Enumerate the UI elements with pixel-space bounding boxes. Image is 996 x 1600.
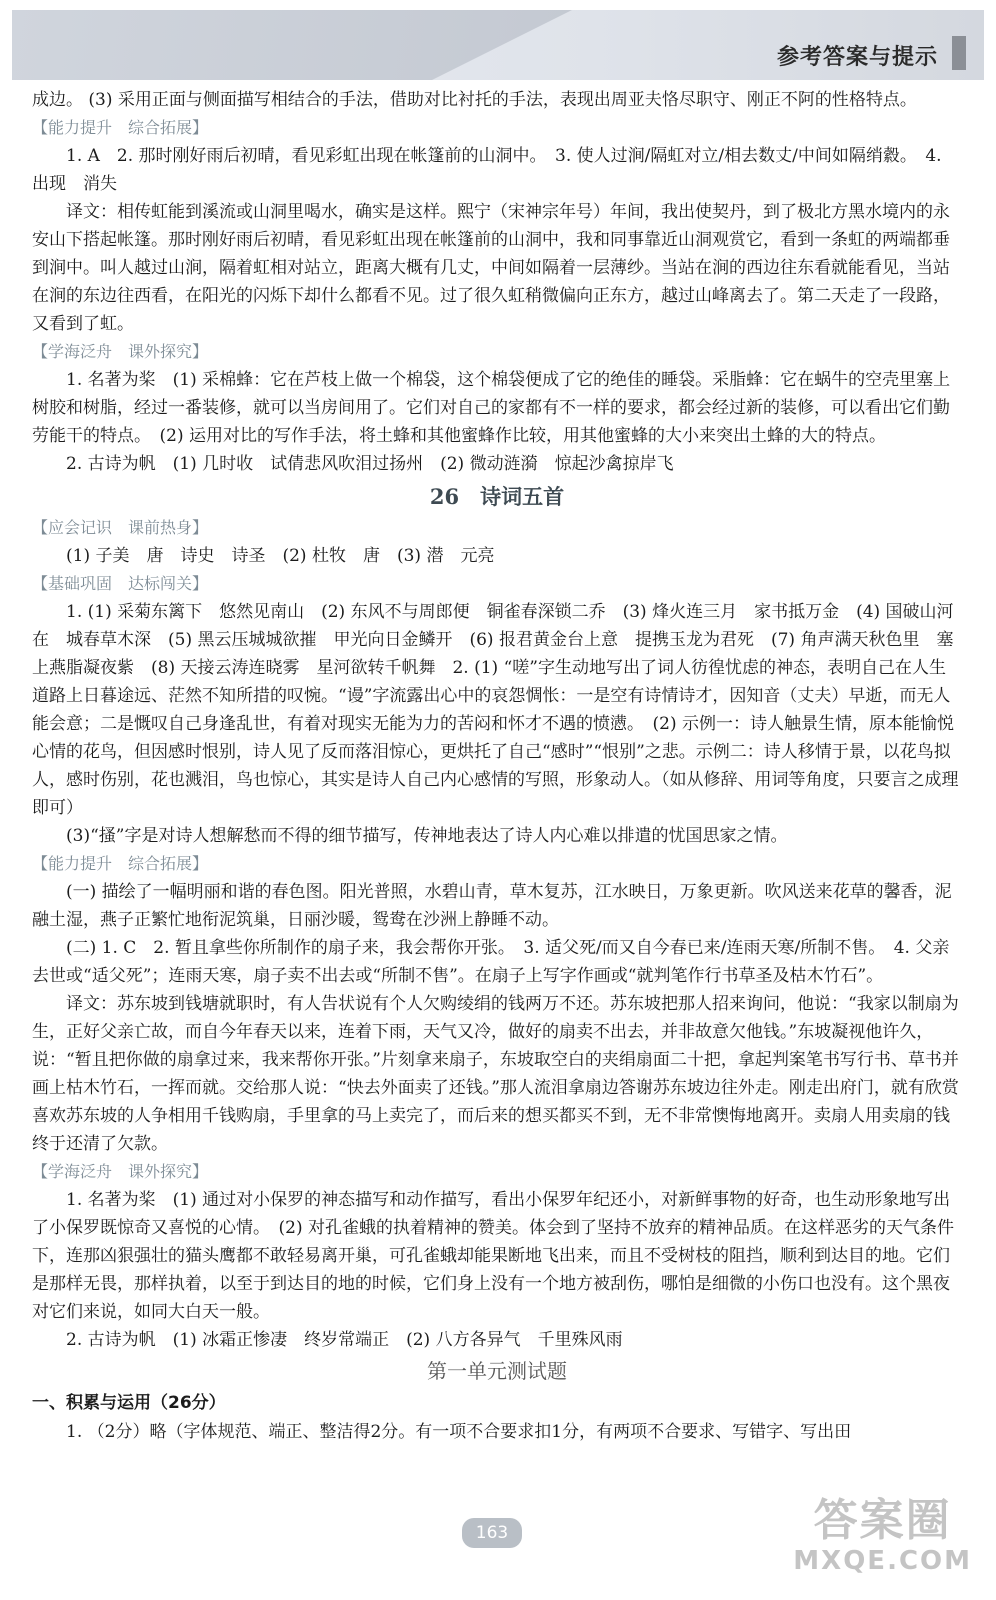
paragraph: 1. 名著为桨 (1) 通过对小保罗的神态描写和动作描写，看出小保罗年纪还小，对新鲜事物的好奇，也生动形象地写出了小保罗既惊奇又喜悦的心情。 (2) 对孔雀蛾的执着精神的赞美。体会到了坚持不放弃的精神品质。在这样恶劣的天气条件下，连那凶狠强壮的猫头鹰都不敢轻易离开巢，可孔雀蛾却能果断地飞出来，而且不受树枝的阻挡，顺利到达目的地。它们是那样无畏，那样执着，以至于到达目的地的时候，它们身上没有一个地方被刮伤，哪怕是细微的小伤口也没有。这个黑夜对它们来说，如同大白天一般。 (32, 1190, 954, 1322)
paragraph: 1. A 2. 那时刚好雨后初晴，看见彩虹出现在帐篷前的山洞中。 3. 使人过涧/隔虹对立/相去数丈/中间如隔绡縠。 4. 出现 消失 (32, 146, 942, 194)
paragraph: 2. 古诗为帆 (1) 冰霜正惨凄 终岁常端正 (2) 八方各异气 千里殊风雨 (66, 1330, 623, 1350)
unit-test-title: 第一单元测试题 (427, 1359, 567, 1383)
paragraph: (二) 1. C 2. 暂且拿些你所制作的扇子来，我会帮你开张。 3. 适父死/而又自今春已来/连雨天寒/所制不售。 4. 父亲去世或“适父死”；连雨天寒，扇子卖不出去或“所制不售”。在扇子上写字作画或“就判笔作行书草圣及枯木竹石”。 (32, 938, 950, 986)
paragraph: 1. （2分）略（字体规范、端正、整洁得2分。有一项不合要求扣1分，有两项不合要求、写错字、写出田 (66, 1422, 852, 1442)
answer-content (32, 86, 962, 1446)
paragraph: (3)“搔”字是对诗人想解愁而不得的细节描写，传神地表达了诗人内心难以排遣的忧国思家之情。 (66, 826, 788, 846)
watermark-logo-text: 答案圈 (813, 1495, 952, 1546)
lesson-title: 26 诗词五首 (429, 484, 565, 509)
paragraph: 1. (1) 采菊东篱下 悠然见南山 (2) 东风不与周郎便 铜雀春深锁二乔 (3) 烽火连三月 家书抵万金 (4) 国破山河在 城春草木深 (5) 黑云压城城欲摧 甲光向日金鳞开 (6) 报君黄金台上意 提携玉龙为君死 (7) 角声满天秋色里 塞上燕脂凝夜紫 (8) 天接云涛连晓雾 星河欲转千帆舞 2. (1) “嗟”字生动地写出了词人彷徨忧虑的神态，表明自己在人生道路上日暮途远、茫然不知所措的叹惋。“谩”字流露出心中的哀怨惆怅：一是空有诗情诗才，因知音（丈夫）早逝，而无人能会意；二是慨叹自己身逢乱世，有着对现实无能为力的苦闷和怀才不遇的愤懑。 (2) 示例一：诗人触景生情，原本能愉悦心情的花鸟，但因感时恨别，诗人见了反而落泪惊心，更烘托了自己“感时”“恨别”之悲。示例二：诗人移情于景，以花鸟拟人，感时伤别，花也溅泪，鸟也惊心，其实是诗人自己内心感情的写照，形象动人。（如从修辞、用词等角度，只要言之成理即可） (32, 602, 959, 818)
watermark-url: MXQE.COM (793, 1546, 972, 1576)
paragraph: 1. 名著为桨 (1) 采棉蜂：它在芦枝上做一个棉袋，这个棉袋便成了它的绝佳的睡袋。采脂蜂：它在蜗牛的空壳里塞上树胶和树脂，经过一番装修，就可以当房间用了。它们对自己的家都有不一样的要求，都会经过新的装修，可以看出它们勤劳能干的特点。 (2) 运用对比的写作手法，将土蜂和其他蜜蜂作比较，用其他蜜蜂的大小来突出土蜂的大的特点。 (32, 370, 951, 446)
page-header-title: 参考答案与提示 (776, 45, 938, 70)
section-heading: 【学海泛舟 课外探究】 (32, 342, 209, 361)
section-heading: 【学海泛舟 课外探究】 (32, 1162, 209, 1181)
page-number: 163 (462, 1518, 522, 1548)
header-tab-marker (952, 36, 966, 70)
paragraph: (1) 子美 唐 诗史 诗圣 (2) 杜牧 唐 (3) 潜 元亮 (66, 546, 495, 566)
translation-paragraph: 译文：苏东坡到钱塘就职时，有人告状说有个人欠购绫绢的钱两万不还。苏东坡把那人招来询问，他说：“我家以制扇为生，正好父亲亡故，而自今年春天以来，连着下雨，天气又冷，做好的扇卖不出去，并非故意欠他钱。”东坡凝视他许久，说：“暂且把你做的扇拿过来，我来帮你开张。”片刻拿来扇子，东坡取空白的夹绢扇面二十把，拿起判案笔书写行书、草书并画上枯木竹石，一挥而就。交给那人说：“快去外面卖了还钱。”那人流泪拿扇边答谢苏东坡边往外走。刚走出府门，就有欣赏喜欢苏东坡的人争相用千钱购扇，手里拿的马上卖完了，而后来的想买都买不到，无不非常懊悔地离开。卖扇人用卖扇的钱终于还清了欠款。 (32, 994, 959, 1154)
section-heading: 【基础巩固 达标闯关】 (32, 574, 209, 593)
paragraph: (一) 描绘了一幅明丽和谐的春色图。阳光普照，水碧山青，草木复苏，江水映日，万象更新。吹风送来花草的馨香，泥融土湿，燕子正繁忙地衔泥筑巢，日丽沙暖，鸳鸯在沙洲上静睡不动。 (32, 882, 952, 930)
section-heading: 【能力提升 综合拓展】 (32, 854, 209, 873)
translation-paragraph: 译文：相传虹能到溪流或山洞里喝水，确实是这样。熙宁（宋神宗年号）年间，我出使契丹，到了极北方黑水境内的永安山下搭起帐篷。那时刚好雨后初晴，看见彩虹出现在帐篷前的山洞中，我和同事靠近山洞观赏它，看到一条虹的两端都垂到涧中。叫人越过山涧，隔着虹相对站立，距离大概有几丈，中间如隔着一层薄纱。当站在涧的西边往东看就能看见，当站在涧的东边往西看，在阳光的闪烁下却什么都看不见。过了很久虹稍微偏向正东方，越过山峰离去了。第二天走了一段路，又看到了虹。 (32, 202, 950, 334)
paragraph: 2. 古诗为帆 (1) 几时收 试倩悲风吹泪过扬州 (2) 微动涟漪 惊起沙禽掠岸飞 (66, 454, 674, 474)
section-heading: 【应会记识 课前热身】 (32, 518, 209, 537)
paragraph: 成边。 (3) 采用正面与侧面描写相结合的手法，借助对比衬托的手法，表现出周亚夫恪尽职守、刚正不阿的性格特点。 (32, 90, 917, 110)
section-heading: 【能力提升 综合拓展】 (32, 118, 209, 137)
watermark-logo (793, 1496, 972, 1576)
part-heading: 一、积累与运用（26分） (32, 1393, 226, 1413)
